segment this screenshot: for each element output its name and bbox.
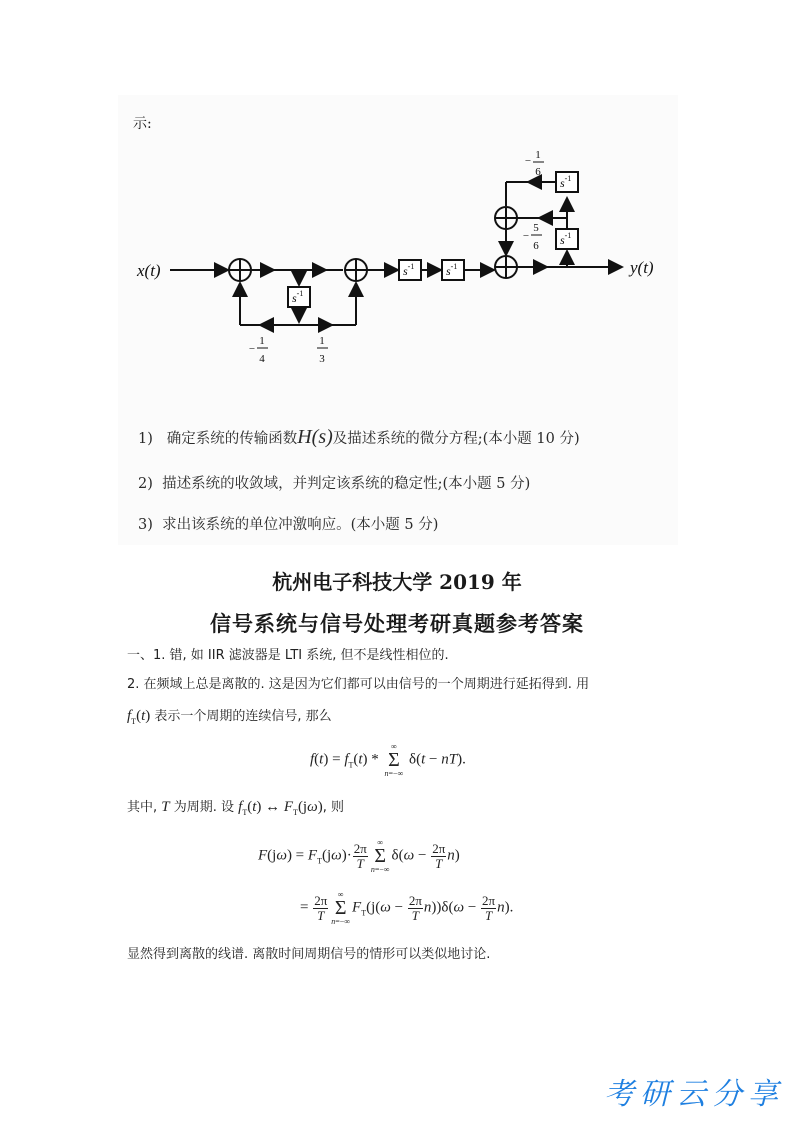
svg-text:1: 1 <box>319 335 325 347</box>
answer-para-3: $f_T(t)$ 表示一个周期的连续信号, 那么 <box>127 708 332 726</box>
answer-para-4: 其中, T 为周期. 设 $f_T(t)$ ↔ $F_T(j\omega)$, 则 <box>127 799 344 817</box>
svg-text:s-1: $s^{-1}$ <box>446 262 458 278</box>
answer-para-5: 显然得到离散的线谱. 离散时间周期信号的情形可以类似地讨论. <box>127 947 491 962</box>
input-label: x(t) <box>137 261 161 280</box>
equation-2-line-1: $F(j\omega) = F_T(j\omega)\cdot$ $\frac{2\pi}{T}$ ∞ Σ n=−∞ δ(ω − $\frac{2\pi}{T}$ n) <box>258 838 460 874</box>
answer-para-1: 一、1. 错, 如 IIR 滤波器是 LTI 系统, 但不是线性相位的. <box>127 648 449 663</box>
svg-text:1: 1 <box>259 335 265 347</box>
svg-text:−: − <box>524 155 532 167</box>
svg-text:6: 6 <box>535 166 541 178</box>
svg-text:4: 4 <box>259 353 265 365</box>
answer-para-2: 2. 在频域上总是离散的. 这是因为它们都可以由信号的一个周期进行延拓得到. 用 <box>127 677 590 692</box>
sub-question-2: 2) 描述系统的收敛域，并判定该系统的稳定性;(本小题 5 分) <box>138 476 531 492</box>
svg-text:6: 6 <box>533 240 539 252</box>
equation-2-line-2: = $\frac{2\pi}{T}$ ∞ Σ n=−∞ $F_T(j(\omega$ − $\frac{2\pi}{T}$ n))δ(ω − $\frac{2\pi}{T}$ n). <box>300 890 514 926</box>
svg-text:1: 1 <box>535 149 541 161</box>
intro-fragment: 示: <box>133 116 152 132</box>
watermark: 考研云分享 <box>604 1077 784 1112</box>
svg-text:s-1: $s^{-1}$ <box>560 174 572 190</box>
sub-question-1: 1) 确定系统的传输函数H(s)及描述系统的微分方程;(本小题 10 分) <box>138 426 580 448</box>
svg-text:5: 5 <box>533 222 539 234</box>
svg-text:s-1: $s^{-1}$ <box>403 262 415 278</box>
svg-text:−: − <box>522 230 530 242</box>
equation-1: $f(t) = f_T(t)$ * ∞ Σ n=−∞ δ(t − nT). <box>310 742 466 778</box>
svg-text:s-1: $s^{-1}$ <box>292 289 304 305</box>
block-diagram <box>0 0 794 380</box>
answer-title-line1: 杭州电子科技大学 2019 年 <box>272 570 522 594</box>
svg-text:s-1: $s^{-1}$ <box>560 231 572 247</box>
svg-text:−: − <box>248 343 256 355</box>
sub-question-3: 3) 求出该系统的单位冲激响应。(本小题 5 分) <box>138 517 439 533</box>
output-label: y(t) <box>630 258 654 277</box>
svg-text:3: 3 <box>319 353 325 365</box>
answer-title-line2: 信号系统与信号处理考研真题参考答案 <box>210 611 584 636</box>
